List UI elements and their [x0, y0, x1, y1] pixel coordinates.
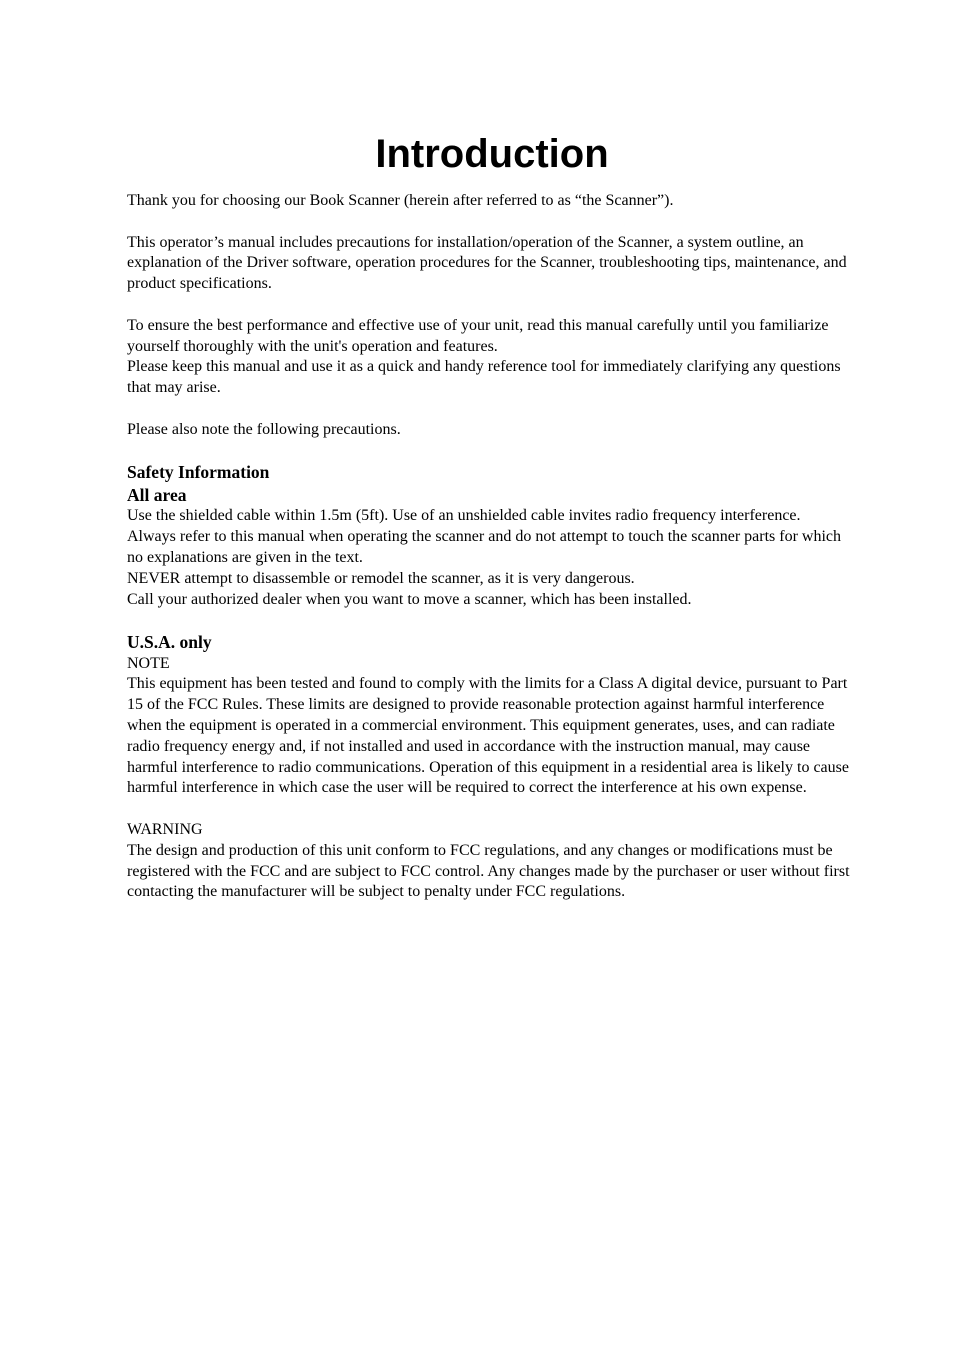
- warning-label: WARNING: [127, 821, 203, 839]
- all-area-line: Use the shielded cable within 1.5m (5ft). Use of an unshielded cable invites radio frequency interference.: [127, 507, 801, 525]
- intro-manual-contents: This operator’s manual includes precautions for installation/operation of the Scanner, a system outline, an explanation of the Driver software, operation procedures for the Scanner, troubleshooting tips, maintenance, and product specifications.: [127, 233, 847, 293]
- intro-thank-you: Thank you for choosing our Book Scanner (herein after referred to as “the Scanner”).: [127, 192, 674, 209]
- note-text: This equipment has been tested and found to comply with the limits for a Class A digital device, pursuant to Part 15 of the FCC Rules. These limits are designed to provide reasonable protection against harmful interference when the equipment is operated in a commercial environment. This equipment generates, uses, and can radiate radio frequency energy and, if not installed and used in accordance with the instruction manual, may cause harmful interference to radio communications. Operation of this equipment in a residential area is likely to cause harmful interference in which case the user will be required to correct the interference at his own expense.: [127, 675, 849, 797]
- safety-heading: Safety Information: [127, 462, 270, 483]
- intro-best-performance: To ensure the best performance and effective use of your unit, read this manual carefully until you familiarize yourself thoroughly with the unit's operation and features.: [127, 316, 829, 355]
- all-area-line: NEVER attempt to disassemble or remodel the scanner, as it is very dangerous.: [127, 569, 635, 587]
- spacer: [127, 295, 857, 316]
- note-label: NOTE: [127, 654, 170, 672]
- document-page: [127, 130, 857, 903]
- all-area-heading: All area: [127, 484, 187, 505]
- spacer: [127, 212, 857, 233]
- all-area-line: Call your authorized dealer when you want to move a scanner, which has been installed.: [127, 590, 692, 608]
- spacer: [127, 799, 857, 820]
- spacer: [127, 610, 857, 631]
- spacer: [127, 399, 857, 420]
- usa-only-heading: U.S.A. only: [127, 632, 212, 653]
- spacer: [127, 441, 857, 462]
- warning-text: The design and production of this unit conform to FCC regulations, and any changes or modifications must be registered with the FCC and are subject to FCC control. Any changes made by the purchaser or user without first contacting the manufacturer will be subject to penalty under FCC regulations.: [127, 841, 850, 901]
- intro-note-precautions: Please also note the following precautions.: [127, 420, 401, 438]
- all-area-line: Always refer to this manual when operating the scanner and do not attempt to touch the scanner parts for which no explanations are given in the text.: [127, 528, 841, 566]
- intro-keep-manual: Please keep this manual and use it as a quick and handy reference tool for immediately clarifying any questions that may arise.: [127, 358, 841, 397]
- page-title: Introduction: [375, 132, 609, 176]
